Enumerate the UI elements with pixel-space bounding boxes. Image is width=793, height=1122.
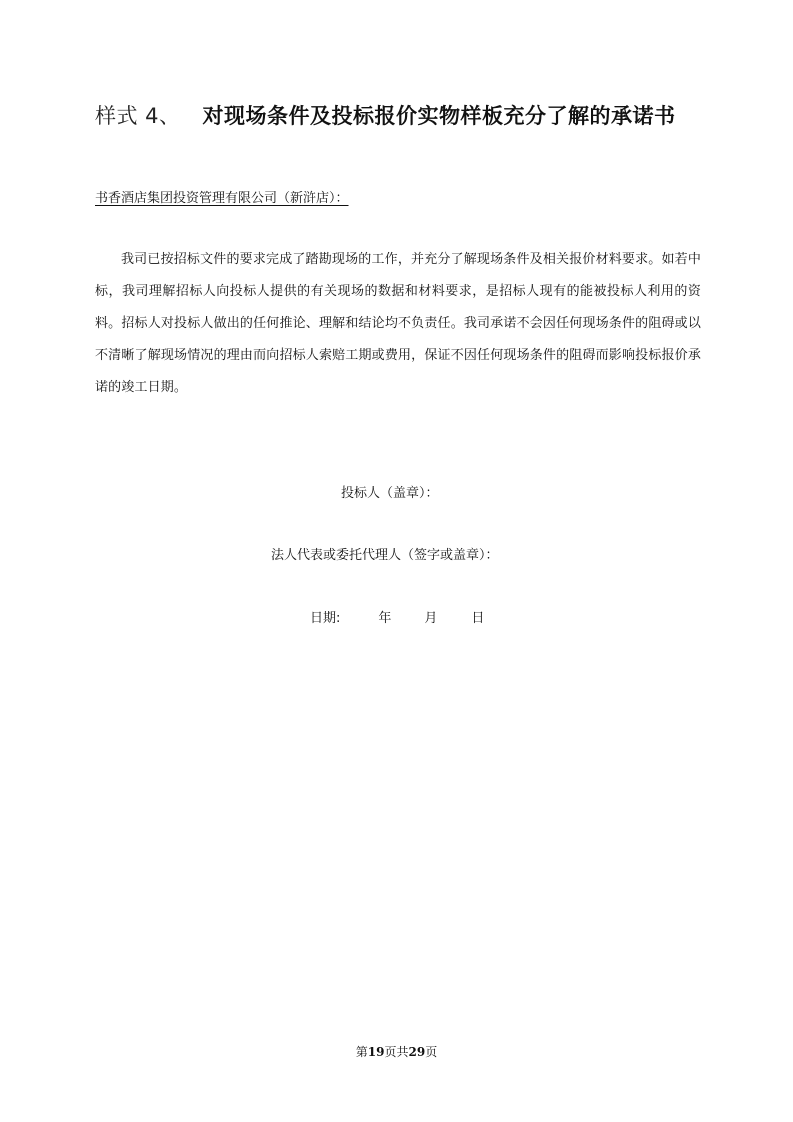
bidder-seal-line: 投标人（盖章）： xyxy=(341,486,439,501)
current-page-number: 19 xyxy=(367,1045,385,1059)
addressee-line: 书香酒店集团投资管理有限公司（新浒店）： xyxy=(95,191,349,206)
total-pages-number: 29 xyxy=(408,1045,426,1059)
footer-suffix: 页 xyxy=(425,1045,438,1059)
style-label: 样式 4、 xyxy=(95,104,181,128)
month-label: 月 xyxy=(424,611,438,626)
footer-prefix: 第 xyxy=(355,1045,368,1059)
document-title: 对现场条件及投标报价实物样板充分了解的承诺书 xyxy=(202,104,676,128)
date-label: 日期: xyxy=(310,611,341,626)
footer-middle: 页共 xyxy=(384,1045,409,1059)
page-footer xyxy=(0,1043,793,1061)
document-title-row xyxy=(95,100,676,132)
year-label: 年 xyxy=(378,611,392,626)
date-line xyxy=(310,609,484,629)
commitment-body-paragraph: 我司已按招标文件的要求完成了踏勘现场的工作，并充分了解现场条件及相关报价材料要求。如若中标，我司理解招标人向投标人提供的有关现场的数据和材料要求，是招标人现有的能被投标人利用的资料。招标人对投标人做出的任何推论、理解和结论均不负责任。我司承诺不会因任何现场条件的阻碍或以不清晰了解现场情况的理由而向招标人索赔工期或费用，保证不因任何现场条件的阻碍而影响投标报价承诺的竣工日期。 xyxy=(95,252,701,395)
day-label: 日 xyxy=(471,611,485,626)
legal-representative-line: 法人代表或委托代理人（签字或盖章）： xyxy=(271,548,499,563)
